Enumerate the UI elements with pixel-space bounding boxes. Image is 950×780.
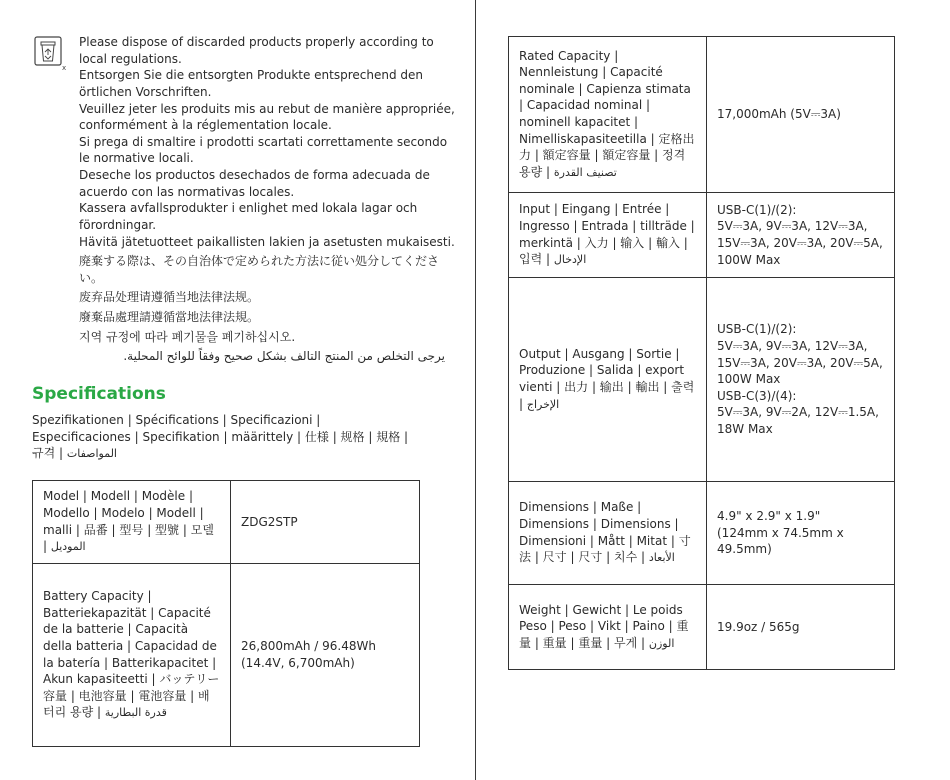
rated-capacity-value: 17,000mAh (5V⎓3A) [707, 37, 895, 193]
subtitle-arabic: المواصفات [66, 447, 117, 461]
model-label-arabic: الموديل [50, 540, 86, 554]
weight-label-arabic: الوزن [648, 636, 675, 650]
input-label [509, 193, 707, 278]
battery-capacity-label [33, 564, 231, 747]
spec-table-right [508, 36, 895, 670]
input-value-line: 15V⎓3A, 20V⎓3A, 20V⎓5A, [717, 236, 883, 250]
output-value-line: 100W Max [717, 372, 781, 387]
rated-capacity-label [509, 37, 707, 193]
disposal-line: 废弃品处理请遵循当地法律法规。 [79, 290, 260, 305]
disposal-line: 지역 규정에 따라 폐기물을 폐기하십시오. [79, 329, 296, 344]
input-value-line: USB-C(1)/(2): [717, 202, 797, 217]
dimensions-value-line: (124mm x 74.5mm x 49.5mm) [717, 525, 844, 557]
output-label-text: Output | Ausgang | Sortie | Produzione | Salida | export vienti | 出力 | 输出 | 輸出 | 출력 | [519, 346, 695, 411]
page-divider [475, 0, 476, 780]
specifications-title: Specifications [32, 384, 166, 404]
rated-capacity-label-text: Rated Capacity | Nennleistung | Capacité nominale | Capienza stimata | Capacidad nominal | nominell kapacitet | Nimelliskapasiteetilla | 定格出力 | 額定容量 | 額定容量 | 정격 용량 | [519, 48, 695, 179]
dimensions-value [707, 482, 895, 585]
input-value-line: 100W Max [717, 252, 781, 267]
weight-label [509, 585, 707, 670]
spec-table-left [32, 480, 420, 747]
crossed-bin-recycle-icon [34, 36, 66, 72]
dimensions-value-line: 4.9" x 2.9" x 1.9" [717, 509, 821, 524]
dimensions-label-text: Dimensions | Maße | Dimensions | Dimensions | Dimensioni | Mått | Mitat | 寸法 | 尺寸 | 尺寸 | 치수 | [519, 500, 691, 565]
input-value [707, 193, 895, 278]
weight-label-text: Weight | Gewicht | Le poids Peso | Peso | Vikt | Paino | 重量 | 重量 | 重量 | 무게 | [519, 602, 689, 650]
battery-capacity-label-text: Battery Capacity | Batteriekapazität | Capacité de la batterie | Capacità della batteria | Capacidad de la batería | Batterikapacitet | Akun kapasiteetti | バッテリー容量 | 电池容量 | 電池容量 | 배터리 용량 | [43, 589, 220, 720]
disposal-line: Entsorgen Sie die entsorgten Produkte entsprechend den örtlichen Vorschriften. [79, 68, 424, 99]
table-row-dimensions [509, 482, 895, 585]
model-label [33, 481, 231, 564]
disposal-line: Kassera avfallsprodukter i enlighet med lokala lagar och förordningar. [79, 201, 418, 232]
disposal-notice [79, 34, 459, 365]
table-row-weight [509, 585, 895, 670]
specifications-subtitle [32, 412, 412, 463]
output-value-line: 18W Max [717, 421, 773, 436]
battery-capacity-value [231, 564, 420, 747]
table-row-input [509, 193, 895, 278]
output-label [509, 278, 707, 482]
output-value [707, 278, 895, 482]
svg-text:x: x [62, 64, 66, 72]
output-value-line: 5V⎓3A, 9V⎓3A, 12V⎓3A, [717, 339, 868, 354]
disposal-line: Hävitä jätetuotteet paikallisten lakien ja asetusten mukaisesti. [79, 234, 455, 249]
weight-value: 19.9oz / 565g [707, 585, 895, 670]
output-value-line: USB-C(1)/(2): [717, 322, 797, 337]
input-value-line: 5V⎓3A, 9V⎓3A, 12V⎓3A, [717, 219, 868, 234]
rated-capacity-label-arabic: تصنيف القدرة [553, 165, 617, 179]
dimensions-label-arabic: الأبعاد [648, 551, 675, 565]
output-value-line: USB-C(3)/(4): [717, 388, 797, 403]
subtitle-text: Spezifikationen | Spécifications | Specificazioni | Especificaciones | Specifikation | määrittely | 仕様 | 规格 | 規格 | 규격 | [32, 413, 409, 461]
output-value-line: 15V⎓3A, 20V⎓3A, 20V⎓5A, [717, 355, 883, 370]
disposal-line: Veuillez jeter les produits mis au rebut de manière appropriée, conformément à la réglementation locale. [79, 101, 455, 133]
disposal-line-arabic: يرجى التخلص من المنتج التالف بشكل صحيح وفقاً للوائح المحلية. [123, 349, 445, 364]
battery-capacity-label-arabic: قدرة البطارية [104, 706, 167, 720]
table-row-rated-capacity [509, 37, 895, 193]
battery-capacity-value-line: 26,800mAh / 96.48Wh [241, 639, 376, 654]
input-label-text: Input | Eingang | Entrée | Ingresso | Entrada | tillträde | merkintä | 入力 | 输入 | 輸入 | 입력 | [519, 202, 695, 267]
table-row-model [33, 481, 420, 564]
input-label-arabic: الإدخال [553, 253, 587, 267]
battery-capacity-value-line: (14.4V, 6,700mAh) [241, 656, 355, 670]
table-row-battery-capacity [33, 564, 420, 747]
model-value: ZDG2STP [231, 481, 420, 564]
disposal-line: Si prega di smaltire i prodotti scartati correttamente secondo le normative locali. [79, 134, 448, 166]
disposal-line: Deseche los productos desechados de forma adecuada de acuerdo con las normativas locales. [79, 168, 430, 199]
output-value-line: 5V⎓3A, 9V⎓2A, 12V⎓1.5A, [717, 405, 879, 420]
disposal-line: 廢棄品處理請遵循當地法律法規。 [79, 310, 260, 325]
disposal-line: Please dispose of discarded products properly according to local regulations. [79, 35, 434, 66]
disposal-line: 廃棄する際は、その自治体で定められた方法に従い処分してください。 [79, 254, 440, 285]
table-row-output [509, 278, 895, 482]
output-label-arabic: الإخراج [526, 397, 560, 411]
dimensions-label [509, 482, 707, 585]
model-label-text: Model | Modell | Modèle | Modello | Modelo | Modell | malli | 品番 | 型号 | 型號 | 모델 | [43, 489, 214, 554]
